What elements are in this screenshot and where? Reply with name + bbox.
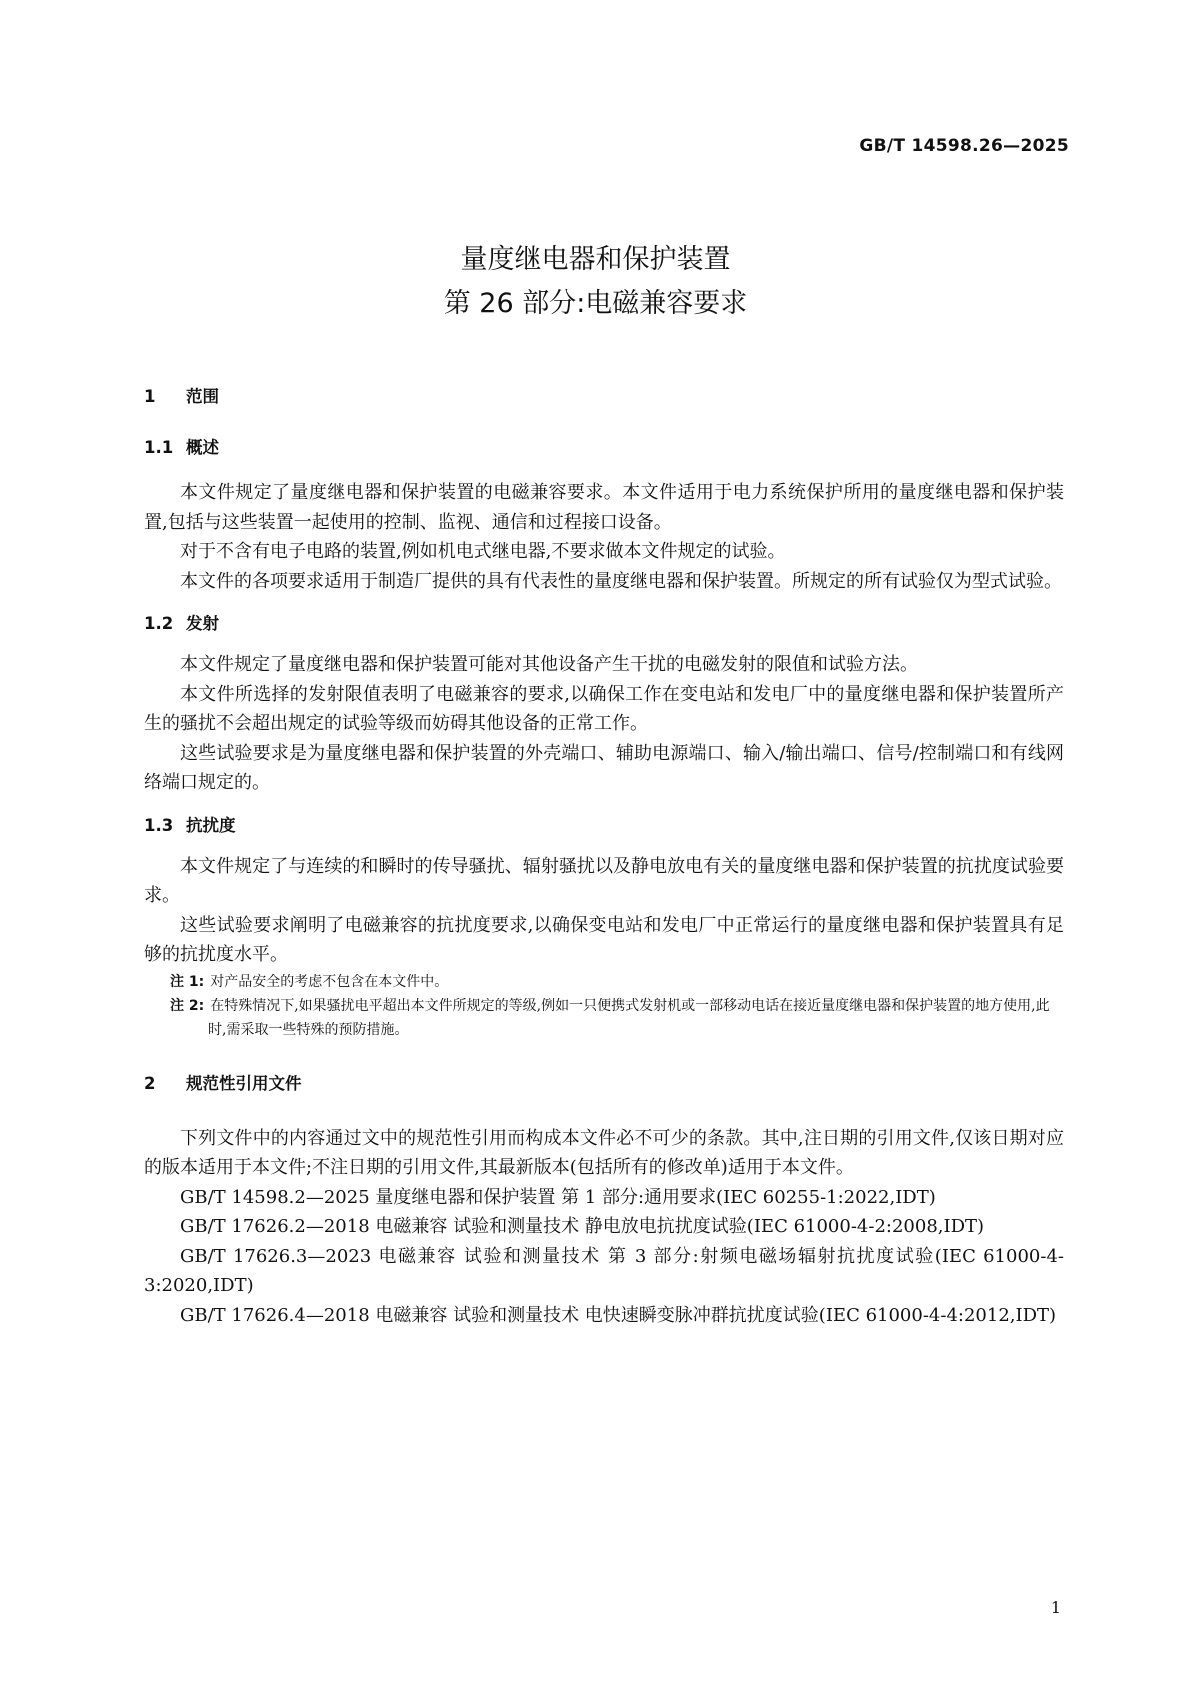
note-text: 在特殊情况下,如果骚扰电平超出本文件所规定的等级,例如一只便携式发射机或一部移动电话在接近量度继电器和保护装置的地方使用,此时,需采取一些特殊的预防措施。 (208, 997, 1050, 1038)
section-title: 发射 (186, 614, 219, 633)
note-label: 注 2: (170, 997, 205, 1014)
section-1-1-body (144, 478, 1064, 596)
paragraph: 这些试验要求是为量度继电器和保护装置的外壳端口、辅助电源端口、输入/输出端口、信号/控制端口和有线网络端口规定的。 (144, 742, 1064, 793)
title-line-1: 量度继电器和保护装置 (460, 244, 731, 275)
reference-item: GB/T 17626.4—2018 电磁兼容 试验和测量技术 电快速瞬变脉冲群抗扰度试验(IEC 61000-4-4:2012,IDT) (180, 1304, 1057, 1326)
paragraph: 这些试验要求阐明了电磁兼容的抗扰度要求,以确保变电站和发电厂中正常运行的量度继电器和保护装置具有足够的抗扰度水平。 (144, 914, 1064, 965)
note (144, 994, 1064, 1042)
section-2-heading (144, 1070, 1064, 1094)
note-label: 注 1: (170, 973, 205, 990)
section-1-2-body (144, 650, 1064, 798)
paragraph: 对于不含有电子电路的装置,例如机电式继电器,不要求做本文件规定的试验。 (180, 541, 786, 562)
note-text: 对产品安全的考虑不包含在本文件中。 (210, 973, 449, 990)
reference-item: GB/T 14598.2—2025 量度继电器和保护装置 第 1 部分:通用要求(IEC 60255-1:2022,IDT) (180, 1186, 936, 1208)
section-1-heading (144, 383, 1064, 407)
title-line-2: 第 26 部分:电磁兼容要求 (443, 288, 748, 319)
page-number: 1 (1050, 1598, 1061, 1617)
paragraph: 本文件规定了与连续的和瞬时的传导骚扰、辐射骚扰以及静电放电有关的量度继电器和保护装置的抗扰度试验要求。 (144, 855, 1064, 906)
section-1-3-body (144, 852, 1064, 1042)
section-number: 1 (144, 387, 156, 406)
section-title: 抗扰度 (186, 815, 236, 835)
section-1-3-heading (144, 812, 1064, 836)
note (144, 970, 1064, 994)
reference-item: GB/T 17626.3—2023 电磁兼容 试验和测量技术 第 3 部分:射频电磁场辐射抗扰度试验(IEC 61000-4-3:2020,IDT) (144, 1245, 1064, 1296)
standard-number: GB/T 14598.26—2025 (859, 136, 1069, 156)
section-title: 概述 (186, 438, 219, 457)
section-title: 规范性引用文件 (186, 1073, 302, 1093)
section-number: 1.3 (144, 815, 174, 835)
section-2-body (144, 1124, 1064, 1331)
document-title (0, 238, 1191, 326)
section-title: 范围 (186, 387, 219, 406)
reference-item: GB/T 17626.2—2018 电磁兼容 试验和测量技术 静电放电抗扰度试验(IEC 61000-4-2:2008,IDT) (180, 1216, 985, 1237)
section-number: 1.2 (144, 614, 174, 633)
paragraph: 本文件规定了量度继电器和保护装置的电磁兼容要求。本文件适用于电力系统保护所用的量度继电器和保护装置,包括与这些装置一起使用的控制、监视、通信和过程接口设备。 (144, 482, 1064, 533)
section-1-1-heading (144, 434, 1064, 458)
section-number: 2 (144, 1073, 156, 1093)
section-1-2-heading (144, 610, 1064, 634)
paragraph: 本文件所选择的发射限值表明了电磁兼容的要求,以确保工作在变电站和发电厂中的量度继电器和保护装置所产生的骚扰不会超出规定的试验等级而妨碍其他设备的正常工作。 (144, 683, 1064, 734)
paragraph: 本文件规定了量度继电器和保护装置可能对其他设备产生干扰的电磁发射的限值和试验方法。 (180, 654, 918, 675)
paragraph: 下列文件中的内容通过文中的规范性引用而构成本文件必不可少的条款。其中,注日期的引用文件,仅该日期对应的版本适用于本文件;不注日期的引用文件,其最新版本(包括所有的修改单)适用于本文件。 (144, 1127, 1064, 1178)
main-content (144, 383, 1064, 1330)
section-number: 1.1 (144, 438, 174, 457)
paragraph: 本文件的各项要求适用于制造厂提供的具有代表性的量度继电器和保护装置。所规定的所有试验仅为型式试验。 (180, 570, 1062, 592)
